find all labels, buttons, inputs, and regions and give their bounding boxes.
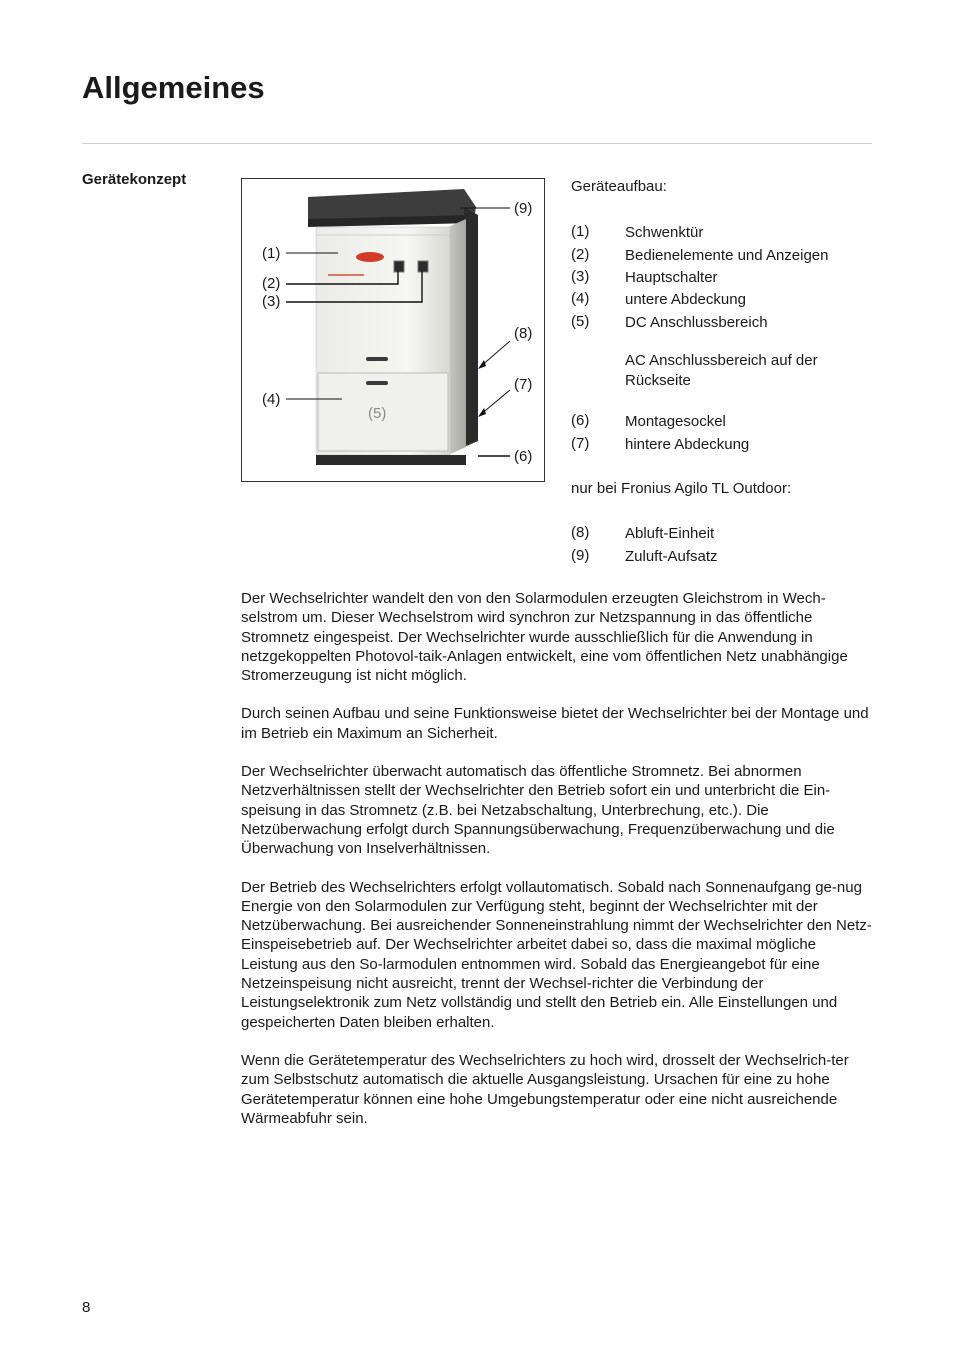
paragraph: Wenn die Gerätetemperatur des Wechselrichters zu hoch wird, drosselt der Wechselrich-ter zum Selbstschutz automatisch die aktuelle Ausgangsleistung. Ursachen für eine zu hohe Gerätetemperatur können eine hohe Umgebungstemperatur oder eine nicht ausreichende Wärmeabfuhr sein. [241,1051,849,1127]
paragraph: Der Betrieb des Wechselrichters erfolgt vollautomatisch. Sobald nach Sonnenaufgang ge-nug Energie von den Solarmodulen zur Verfügung steht, beginnt der Wechselrichter mit der Netzüberwachung. Bei ausreichender Sonneneinstrahlung nimmt der Wechselrichter den Netz-Einspeisebetrieb auf. Der Wechselrichter arbeitet dabei so, dass die maximal mögliche Leistung aus den So-larmodulen entnommen wird. Sobald das Energieangebot für eine Netzeinspeisung nicht ausreicht, trennt der Wechsel-richter die Verbindung der Leistungselektronik zum Netz vollständig und stellt den Betrieb ein. Alle Einstellungen und gespeicherten Daten bleiben erhalten. [241,878,872,1031]
paragraph: Der Wechselrichter wandelt den von den Solarmodulen erzeugten Gleichstrom in Wech-selstrom um. Dieser Wechselstrom wird synchron zur Netzspannung in das öffentliche Stromnetz eingespeist. Der Wechselrichter wurde ausschließlich für die Anwendung in netzgekoppelten Photovol-taik-Anlagen entwickelt, eine vom öffentlichen Netz unabhängige Stromerzeugung ist nicht möglich. [241,590,848,685]
callout-6: (6) [514,448,533,465]
inverter-figure [241,178,545,482]
callout-9: (9) [514,200,533,217]
fronius-logo [356,252,384,262]
legend-heading: Geräteaufbau: [571,178,667,195]
callout-2: (2) [262,275,281,292]
main-switch [418,261,428,272]
page-number: 8 [82,1299,91,1316]
page-title: Allgemeines [82,70,265,105]
paragraph: Der Wechselrichter überwacht automatisch das öffentliche Stromnetz. Bei abnormen Netzverhältnissen stellt der Wechselrichter den Betrieb sofort ein und unterbricht die Ein-speisung in das Stromnetz (z.B. bei Netzabschaltung, Unterbrechung, etc.). Die Netzüberwachung erfolgt durch Spannungsüberwachung, Frequenzüberwachung und die Überwachung von Inselverhältnissen. [241,763,835,858]
inverter-illustration [242,179,544,481]
callout-8: (8) [514,325,533,342]
callout-1: (1) [262,245,281,262]
callout-3: (3) [262,293,281,310]
rear-cover [464,207,478,447]
callout-7: (7) [514,376,533,393]
section-label: Gerätekonzept [82,171,187,188]
callout-4: (4) [262,391,281,408]
title-divider [82,143,872,144]
body-text [241,589,873,1147]
outdoor-heading: nur bei Fronius Agilo TL Outdoor: [571,480,792,497]
paragraph: Durch seinen Aufbau und seine Funktionsweise bietet der Wechselrichter bei der Montage und im Betrieb ein Maximum an Sicherheit. [241,705,869,742]
callout-5: (5) [368,405,387,422]
mounting-base [316,455,466,465]
display-window [394,261,404,272]
